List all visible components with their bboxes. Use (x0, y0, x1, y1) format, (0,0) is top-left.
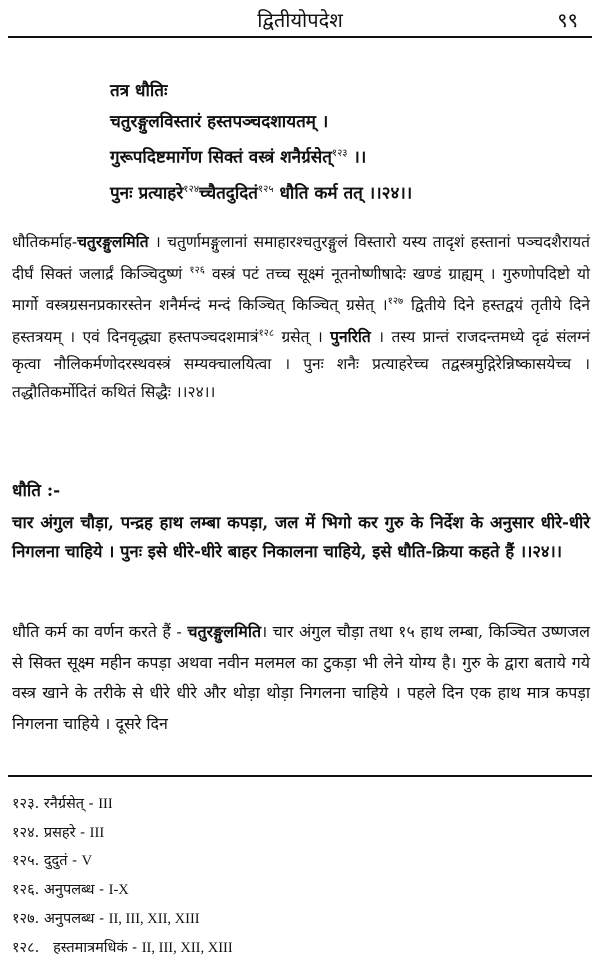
footnote-sources: II, III, XII, XIII (108, 910, 200, 927)
hindi-commentary-text: धौति कर्म का वर्णन करते हैं - (12, 622, 188, 641)
header-rule (8, 36, 592, 38)
footnote-word: अनुपलब्ध (43, 910, 95, 927)
commentary-text: । तस्य प्रान्तं राजदन्तमध्ये दृढं संलग्नं कृत्वा नौलिकर्मणोदरस्थवस्त्रं सम्यक्चालयित्वा । पुनः शनैः प्रत्याहरेच्च तद्वस्त्रमुद्गिरेन्निष्कासयेच्च । तद्धौतिकर्मोदितं कथितं सिद्धैः ।।२४।। (12, 327, 590, 401)
footnote-word: अनुपलब्ध (43, 882, 95, 899)
translation-heading: धौति :- (12, 481, 61, 501)
verse-line-3-c: धौति कर्म तत् ।।२४।। (273, 183, 413, 204)
verse-line-3 (110, 174, 590, 210)
commentary-keyword: चतुरङ्गुलमिति (77, 232, 149, 251)
hindi-commentary-keyword: चतुरङ्गुलमिति (187, 622, 262, 641)
footnote-ref: १२६ (189, 264, 205, 276)
page-number: ९९ (557, 8, 578, 32)
sanskrit-commentary (12, 228, 590, 406)
commentary-keyword: पुनरिति (330, 326, 371, 346)
verse-line-3-a: पुनः प्रत्याहरे (110, 183, 184, 204)
footnote-ref: १२८ (258, 327, 275, 339)
footnote-number: १२३. (12, 796, 40, 812)
verse-line-2-end: ।। (347, 147, 367, 168)
footnote-item: १२४. प्रसहरे - III (12, 824, 105, 841)
commentary-text: । चतुर्णामङ्गुलानां समाहारश्चतुरङ्गुलं विस्तारो यस्य तादृशं हस्तानां पञ्चदशैरायतं दीर्घं सिक्तं जलार्द्रं किञ्चिदुष्णं (12, 233, 590, 283)
footnote-number: १२४. (12, 824, 40, 841)
commentary-text: ग्रसेत् । (274, 327, 331, 346)
footnote-ref: १२३ (331, 148, 348, 159)
hindi-translation: चार अंगुल चौड़ा, पन्द्रह हाथ लम्बा कपड़ा, जल में भिगो कर गुरु के निर्देश के अनुसार धीरे-धीरे निगलना चाहिये । पुनः इसे धीरे-धीरे बाहर निकालना चाहिये, इसे धौति-क्रिया कहते हैं ।।२४।। (12, 513, 590, 561)
footnote-word: दुदुतं (43, 853, 68, 870)
verse-intro: तत्र धौतिः (110, 81, 168, 101)
footnote-word: प्रसहरे (43, 824, 76, 841)
footnote-number: १२७. (12, 910, 40, 927)
footnote-sources: II, III, XII, XIII (141, 939, 233, 956)
verse-line-3-b: च्चैतदुदितं (198, 183, 258, 204)
footnote-ref: १२७ (387, 296, 404, 308)
footnote-ref: १२४ (183, 183, 199, 195)
sanskrit-verse (110, 76, 590, 209)
footnote-ref: १२५ (257, 183, 274, 195)
commentary-start: धौतिकर्माह- (12, 233, 78, 251)
footnote-item: १२८. हस्तमात्रमधिकं - II, III, XII, XIII (12, 939, 233, 956)
footnote-number: १२५. (12, 853, 40, 870)
verse-line-2-text: गुरूपदिष्टमार्गेण सिक्तं वस्त्रं शनैर्ग्रसेत् (110, 147, 332, 168)
footnote-item: १२६. अनुपलब्ध - I-X (12, 882, 129, 899)
footnote-item: १२५. दुदुतं - V (12, 853, 93, 870)
commentary-text: द्वितीये दिने हस्तद्वयं तृतीये दिने हस्तत्रयम् । एवं दिनवृद्ध्या हस्तपञ्चदशमात्रं (12, 296, 590, 346)
footnote-number: १२८. (12, 939, 40, 956)
verse-line-1: चतुरङ्गुलविस्तारं हस्तपञ्चदशायतम् । (110, 112, 329, 132)
hindi-commentary-text: । चार अंगुल चौड़ा तथा १५ हाथ लम्बा, किञ्चित उष्णजल से सिक्त सूक्ष्म महीन कपड़ा अथवा नवीन मलमल का टुकड़ा भी लेने योग्य है। गुरु के द्वारा बताये गये वस्त्र खाने के तरीके से धीरे धीरे और थोड़ा थोड़ा निगलना चाहिये । पहले दिन एक हाथ मात्र कपड़ा निगलना चाहिये । दूसरे दिन (12, 622, 590, 733)
page-header (0, 0, 600, 36)
chapter-title: द्वितीयोपदेश (257, 8, 343, 32)
verse-line-2 (110, 138, 590, 174)
footnote-sources: I-X (108, 882, 129, 899)
footnote-item: १२७. अनुपलब्ध - II, III, XII, XIII (12, 910, 200, 927)
commentary-text: वस्त्रं पटं तच्च सूक्ष्मं नूतनोष्णीषादेः खण्डं ग्राह्यम् । गुरुणोपदिष्टो यो मार्गो वस्त्रग्रसनप्रकारस्तेन शनैर्मन्दं मन्दं किञ्चित् किञ्चित् ग्रसेत् । (12, 264, 590, 315)
footnote-sources: III (89, 824, 105, 841)
hindi-commentary (12, 617, 590, 739)
footnote-sources: V (81, 853, 93, 870)
footnote-word: हस्तमात्रमधिकं (53, 939, 128, 956)
footnote-item: १२३. रनैर्ग्रसेत् - III (12, 796, 113, 812)
footnotes (12, 790, 233, 962)
footnote-sources: III (98, 796, 113, 812)
footnote-number: १२६. (12, 882, 40, 899)
footnote-word: रनैर्ग्रसेत् (43, 796, 85, 812)
footnote-rule (8, 775, 592, 777)
